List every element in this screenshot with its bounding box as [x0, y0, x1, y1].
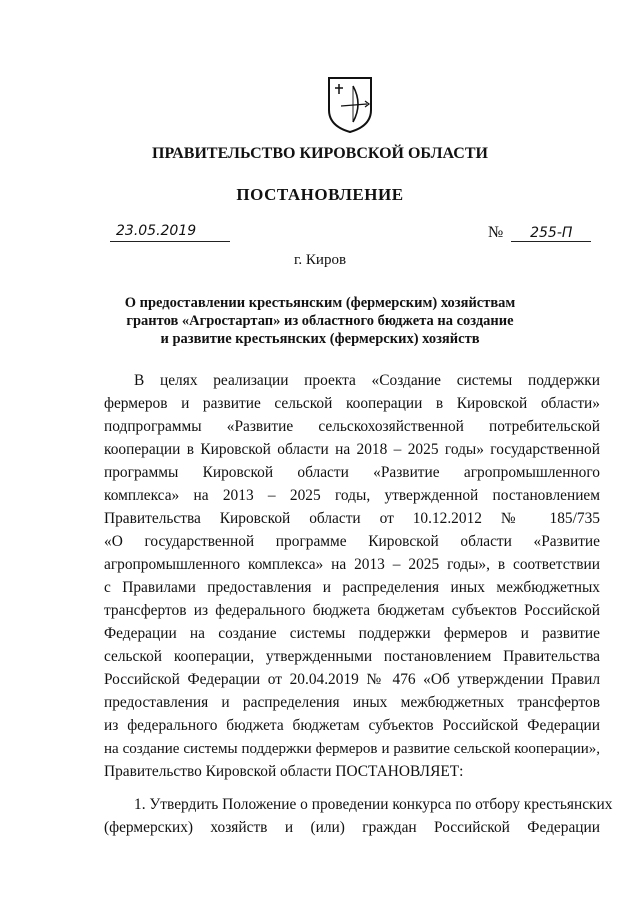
body-text-line: из федерального бюджета бюджетам субъектов Российской Федерации: [104, 717, 600, 734]
document-type: ПОСТАНОВЛЕНИЕ: [236, 185, 404, 204]
document-number-field: [488, 224, 591, 242]
document-number: 255-П: [511, 225, 591, 242]
body-text-line: на создание системы поддержки фермеров и развитие сельской кооперации»,: [104, 741, 600, 757]
body-text-line: подпрограммы «Развитие сельскохозяйственной потребительской: [104, 418, 600, 435]
document-title-line: грантов «Агростартап» из областного бюджета на создание: [126, 313, 514, 329]
body-text-line: «О государственной программе Кировской области «Развитие: [104, 533, 600, 550]
document-date-field: [110, 225, 230, 242]
body-text-line: сельской кооперации, утвержденными постановлением Правительства: [104, 648, 600, 665]
body-text-line: агропромышленного комплекса» на 2013 – 2025 годы», в соответствии: [104, 556, 600, 573]
document-date: 23.05.2019: [116, 223, 197, 239]
document-title-line: и развитие крестьянских (фермерских) хозяйств: [160, 331, 480, 347]
body-text-line: программы Кировской области «Развитие агропромышленного: [104, 464, 600, 481]
body-text-line: Правительство Кировской области ПОСТАНОВЛЯЕТ:: [104, 763, 464, 780]
body-text-line: Федерации на создание системы поддержки фермеров и развитие: [104, 625, 600, 642]
body-text-line: трансфертов из федерального бюджета бюджетам субъектов Российской: [104, 602, 600, 619]
body-text-line: Российской Федерации от 20.04.2019 № 476 «Об утверждении Правил: [104, 671, 600, 688]
body-text-line: В целях реализации проекта «Создание системы поддержки: [134, 372, 600, 389]
body-text-line: с Правилами предоставления и распределения иных межбюджетных: [104, 579, 600, 596]
body-text-line: кооперации в Кировской области на 2018 – 2025 годы» государственной: [104, 441, 600, 458]
body-text-line: фермеров и развитие сельской кооперации в Кировской области»: [104, 395, 600, 412]
body-text-line: предоставления и распределения иных межбюджетных трансфертов: [104, 694, 600, 711]
organization-name: ПРАВИТЕЛЬСТВО КИРОВСКОЙ ОБЛАСТИ: [152, 145, 488, 162]
body-text-line: Правительства Кировской области от 10.12.2012 № 185/735: [104, 510, 600, 527]
number-sign: №: [488, 224, 504, 241]
coat-of-arms-icon: [327, 76, 373, 134]
city-name: г. Киров: [293, 252, 347, 268]
body-text-line: 1. Утвердить Положение о проведении конкурса по отбору крестьянских: [134, 796, 613, 813]
body-text-line: комплекса» на 2013 – 2025 годы, утвержденной постановлением: [104, 487, 600, 504]
body-text-line: (фермерских) хозяйств и (или) граждан Российской Федерации: [104, 819, 600, 836]
document-title-line: О предоставлении крестьянским (фермерским) хозяйствам: [124, 295, 516, 311]
